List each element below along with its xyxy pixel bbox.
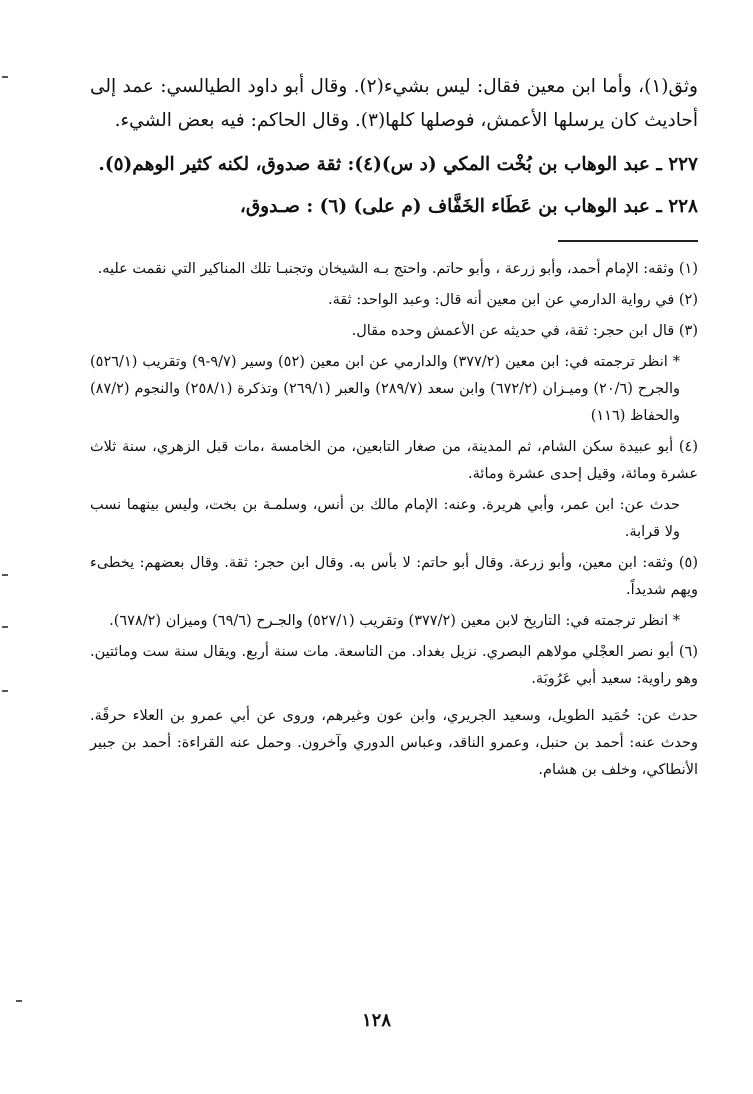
scan-mark <box>16 1000 22 1002</box>
scan-mark <box>2 574 8 576</box>
scan-mark <box>2 626 8 628</box>
footnote-4: (٤) أبو عبيدة سكن الشام، ثم المدينة، من صغار التابعين، من الخامسة ،مات قبل الزهري، سنة ثلاث عشرة ومائة، وقيل إحدى عشرة ومائة. <box>90 439 698 482</box>
footnotes <box>90 256 698 784</box>
footnote-4-continuation: حدث عن: ابن عمر، وأبي هريرة. وعنه: الإمام مالك بن أنس، وسلمـة بن بخت، وليس بينهما نسب ولا قرابة. <box>90 497 680 540</box>
document-page <box>90 70 698 788</box>
footnote-separator <box>558 240 698 242</box>
footnote-6: (٦) أبو نصر العجْلي مولاهم البصري. نزيل بغداد. من التاسعة. مات سنة أربع. ويقال سنة ست ومائتين. وهو راوية: سعيد أبي عَرُوبَة. <box>90 644 698 687</box>
paragraph-narration: وثق(١)، وأما ابن معين فقال: ليس بشيء(٢). وقال أبو داود الطيالسي: عمد إلى أحاديث كان يرسلها الأعمش، فوصلها كلها(٣). وقال الحاكم: فيه بعض الشيء. <box>90 76 698 131</box>
entry-228: ٢٢٨ ـ عبد الوهاب بن عَطَاء الخَفَّاف (م على) (٦) : صـدوق، <box>239 196 698 217</box>
entry-227: ٢٢٧ ـ عبد الوهاب بن بُخْت المكي (د س)(٤): ثقة صدوق، لكنه كثير الوهم(٥). <box>98 154 698 175</box>
footnote-3-references: * انظر ترجمته في: ابن معين (٣٧٧/٢) والدارمي عن ابن معين (٥٢) وسير (٩/٧-٩) وتقريب (٥٢٦/١) والجرح (٢٠/٦) وميـزان (٦٧٢/٢) وابن سعد (٢٨٩/٧) والعبر (٢٦٩/١) وتذكرة (٢٥٨/١) والنجوم (٨٧/٢) والحفاظ (١١٦) <box>90 354 681 424</box>
scan-mark <box>2 76 8 78</box>
main-text <box>90 70 698 224</box>
footnote-5-references: * انظر ترجمته في: التاريخ لابن معين (٣٧٧/٢) وتقريب (٥٢٧/١) والجـرح (٦٩/٦) وميزان (٦٧٨/٢). <box>109 613 680 629</box>
scan-mark <box>2 690 8 692</box>
footnote-5: (٥) وثقه: ابن معين، وأبو زرعة. وقال أبو حاتم: لا بأس به. وقال ابن حجر: ثقة. وقال بعضهم: يخطىء ويهم شديداً. <box>90 555 698 598</box>
page-number: ١٢٨ <box>361 1010 391 1031</box>
footnote-1: (١) وثقه: الإمام أحمد، وأبو زرعة ، وأبو حاتم. واحتج بـه الشيخان وتجنبـا تلك المناكير التي نقمت عليه. <box>97 261 698 277</box>
footnote-2: (٢) في رواية الدارمي عن ابن معين أنه قال: وعبد الواحد: ثقة. <box>327 292 698 308</box>
footnote-6-continuation: حدث عن: حُمَيد الطويل، وسعيد الجريري، وابن عون وغيرهم، وروى عن أبي عمرو بن العلاء حرفًة. وحدث عنه: أحمد بن حنبل، وعمرو الناقد، وعباس الدوري وآخرون. وحمل عنه القراءة: أحمد بن جبير الأنطاكي، وخلف بن هشام. <box>90 708 698 778</box>
footnote-3: (٣) قال ابن حجر: ثقة، في حديثه عن الأعمش وحده مقال. <box>351 323 698 339</box>
